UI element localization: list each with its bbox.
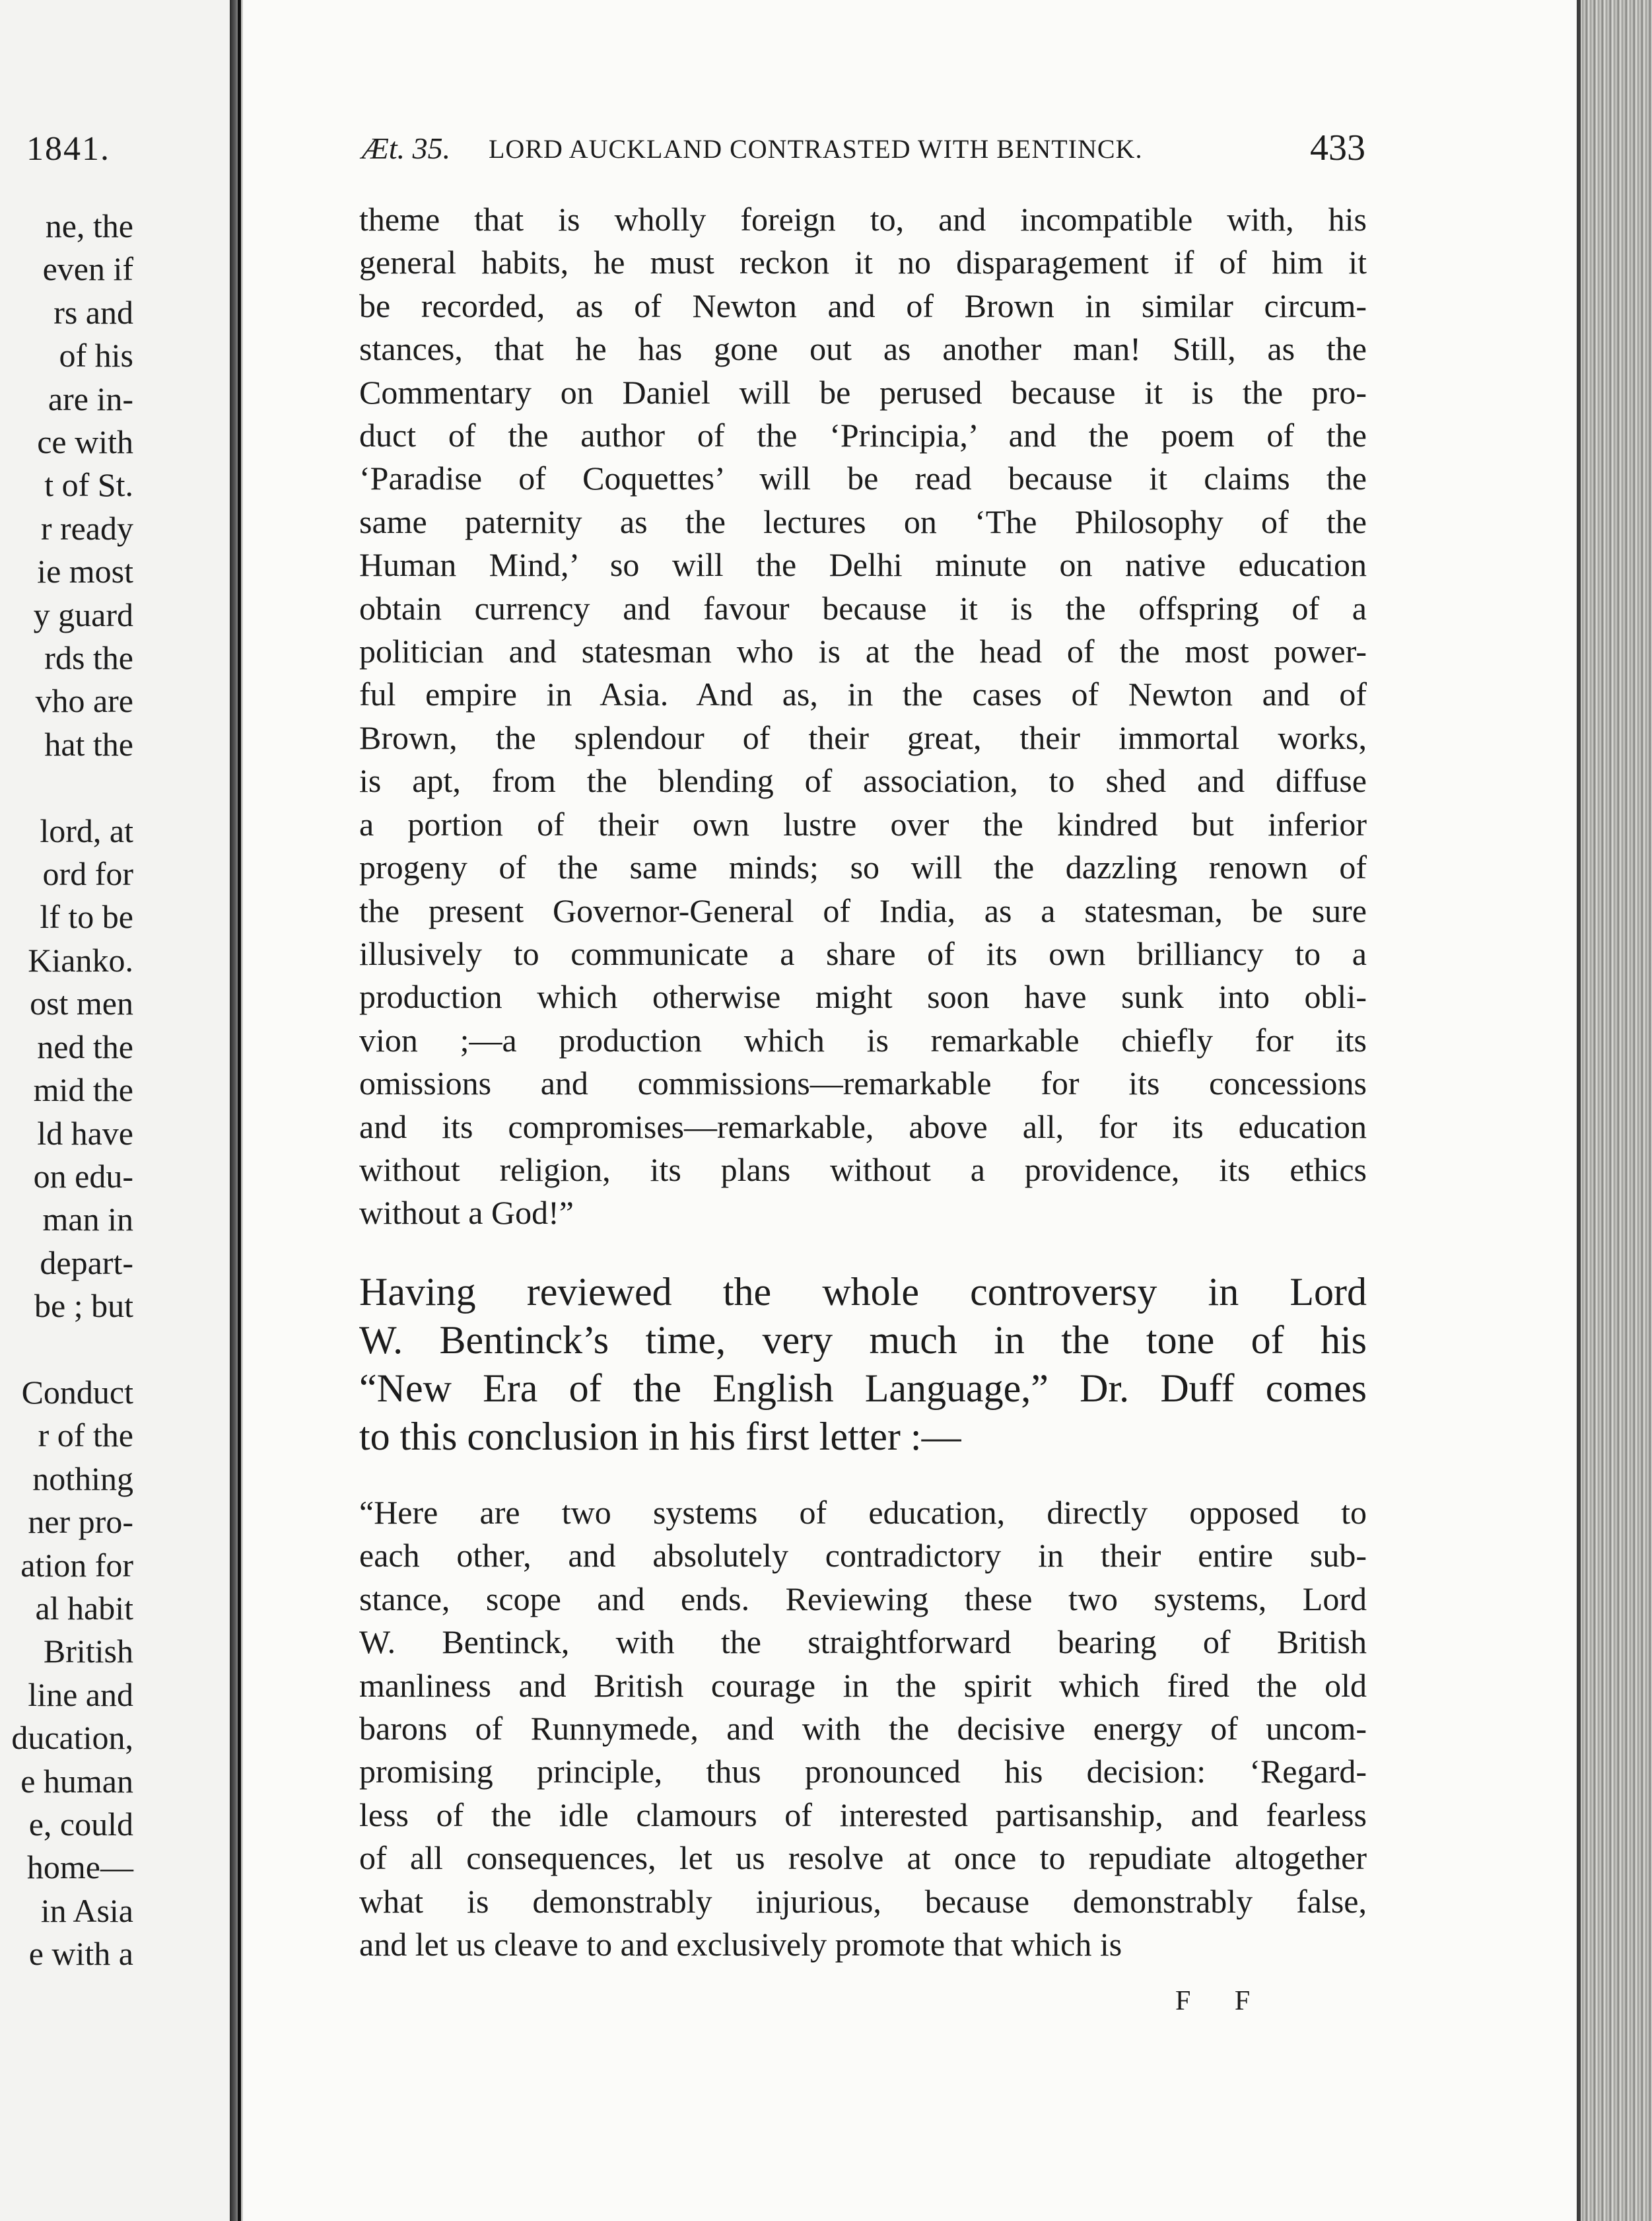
text-line: Brown, the splendour of their great, their immortal works, — [359, 719, 1367, 756]
text-line: Human Mind,’ so will the Delhi minute on native education — [359, 546, 1367, 584]
text-line: hat the — [44, 725, 133, 763]
text-line: depart- — [40, 1244, 133, 1281]
text-line: ducation, — [11, 1719, 133, 1757]
text-line: stance, scope and ends. Reviewing these two systems, Lord — [359, 1580, 1367, 1617]
quotation-duff — [359, 1491, 1367, 1966]
text-line: ned the — [37, 1028, 133, 1065]
text-line: rds the — [44, 639, 133, 677]
text-line: W. Bentinck, with the straightforward bearing of British — [359, 1623, 1367, 1661]
text-line: mid the — [33, 1071, 133, 1109]
text-line: ld have — [37, 1114, 133, 1152]
text-line: vion ;—a production which is remarkable chiefly for its — [359, 1021, 1367, 1059]
book-gutter — [230, 0, 243, 2221]
text-line: British — [43, 1633, 133, 1670]
narrative-paragraph — [359, 1268, 1367, 1461]
text-line: al habit — [35, 1589, 133, 1627]
text-line: less of the idle clamours of interested partisanship, and fearless — [359, 1796, 1367, 1833]
text-line: without a God!” — [359, 1194, 574, 1232]
text-line: barons of Runnymede, and with the decisive energy of uncom- — [359, 1710, 1367, 1747]
text-line: a portion of their own lustre over the kindred but inferior — [359, 805, 1367, 843]
gutter-line — [238, 0, 241, 2221]
text-line: ost men — [30, 985, 133, 1022]
text-line: in Asia — [40, 1891, 133, 1929]
text-line: ne, the — [45, 207, 133, 244]
text-line: Commentary on Daniel will be perused because it is the pro- — [359, 373, 1367, 411]
text-line: home— — [26, 1849, 133, 1886]
text-line: on edu- — [33, 1157, 133, 1195]
running-header — [362, 127, 1365, 173]
text-line: general habits, he must reckon it no disparagement if of him it — [359, 244, 1367, 281]
text-line: ation for — [20, 1546, 133, 1584]
page-edges — [1577, 0, 1652, 2221]
text-line: omissions and commissions—remarkable for its concessions — [359, 1065, 1367, 1102]
text-line: is apt, from the blending of association, to shed and diffuse — [359, 762, 1367, 800]
text-line: t of St. — [44, 466, 133, 504]
text-line: Having reviewed the whole controversy in Lord — [359, 1270, 1367, 1314]
text-line: W. Bentinck’s time, very much in the tone of his — [359, 1318, 1367, 1362]
text-line: production which otherwise might soon have sunk into obli- — [359, 978, 1367, 1016]
text-line: same paternity as the lectures on ‘The Philosophy of the — [359, 503, 1367, 540]
header-title: LORD AUCKLAND CONTRASTED WITH BENTINCK. — [489, 134, 1143, 164]
text-line: what is demonstrably injurious, because demonstrably false, — [359, 1882, 1367, 1920]
quotation-continued — [359, 198, 1367, 1235]
left-page — [0, 0, 232, 2221]
page-edge-shadow — [1577, 0, 1581, 2221]
text-line: ful empire in Asia. And as, in the cases of Newton and of — [359, 676, 1367, 713]
text-line: illusively to communicate a share of its own brilliancy to a — [359, 934, 1367, 972]
text-line: “Here are two systems of education, directly opposed to — [359, 1494, 1367, 1531]
text-line: nothing — [32, 1460, 133, 1497]
text-line: manliness and British courage in the spirit which fired the old — [359, 1666, 1367, 1704]
text-line: obtain currency and favour because it is the offspring of a — [359, 589, 1367, 627]
text-line: “New Era of the English Language,” Dr. Duff comes — [359, 1366, 1367, 1410]
text-line: theme that is wholly foreign to, and incompatible with, his — [359, 201, 1367, 238]
text-line: duct of the author of the ‘Principia,’ and the poem of the — [359, 417, 1367, 454]
text-line: lf to be — [40, 898, 133, 936]
text-line: be ; but — [34, 1287, 133, 1325]
text-line: are in- — [48, 380, 133, 417]
text-line: politician and statesman who is at the head of the most power- — [359, 633, 1367, 670]
text-line: promising principle, thus pronounced his decision: ‘Regard- — [359, 1753, 1367, 1790]
text-line: to this conclusion in his first letter :— — [359, 1415, 961, 1458]
text-line: each other, and absolutely contradictory in their entire sub- — [359, 1537, 1367, 1574]
signature-mark: F F — [1175, 1986, 1269, 2016]
text-line — [0, 1328, 133, 1371]
text-line: ie most — [37, 553, 133, 590]
text-line: Kianko. — [28, 941, 133, 979]
text-line: ce with — [37, 423, 133, 461]
text-line: ord for — [42, 855, 133, 893]
text-line: vho are — [35, 682, 133, 720]
text-line: of all consequences, let us resolve at once to repudiate altogether — [359, 1839, 1367, 1877]
text-line: r ready — [40, 509, 133, 547]
text-line: progeny of the same minds; so will the dazzling renown of — [359, 849, 1367, 886]
text-line: and its compromises—remarkable, above all, for its education — [359, 1108, 1367, 1145]
text-line: rs and — [53, 293, 133, 331]
text-line: stances, that he has gone out as another man! Still, as the — [359, 330, 1367, 368]
text-line: and let us cleave to and exclusively promote that which is — [359, 1926, 1122, 1963]
text-line — [0, 766, 133, 809]
text-line: man in — [42, 1201, 133, 1238]
text-line: lord, at — [40, 812, 133, 849]
text-line: of his — [59, 337, 133, 374]
text-line: line and — [28, 1675, 133, 1713]
text-line: ner pro- — [28, 1503, 133, 1541]
text-line: ‘Paradise of Coquettes’ will be read because it claims the — [359, 460, 1367, 497]
left-page-header: 1841. — [26, 130, 110, 168]
text-line: even if — [42, 250, 133, 288]
page-number: 433 — [1310, 127, 1365, 168]
text-line: y guard — [33, 596, 133, 633]
text-line: without religion, its plans without a providence, its ethics — [359, 1150, 1367, 1188]
text-line: the present Governor-General of India, as a statesman, be sure — [359, 892, 1367, 929]
text-line: e with a — [28, 1935, 133, 1973]
text-line: Conduct — [21, 1373, 133, 1411]
text-line: e human — [20, 1762, 133, 1800]
text-line: e, could — [28, 1806, 133, 1843]
text-line: r of the — [38, 1417, 133, 1454]
text-line: be recorded, as of Newton and of Brown in similar circum- — [359, 287, 1367, 324]
header-aet: Æt. 35. — [362, 131, 451, 165]
left-page-text — [0, 205, 133, 1976]
